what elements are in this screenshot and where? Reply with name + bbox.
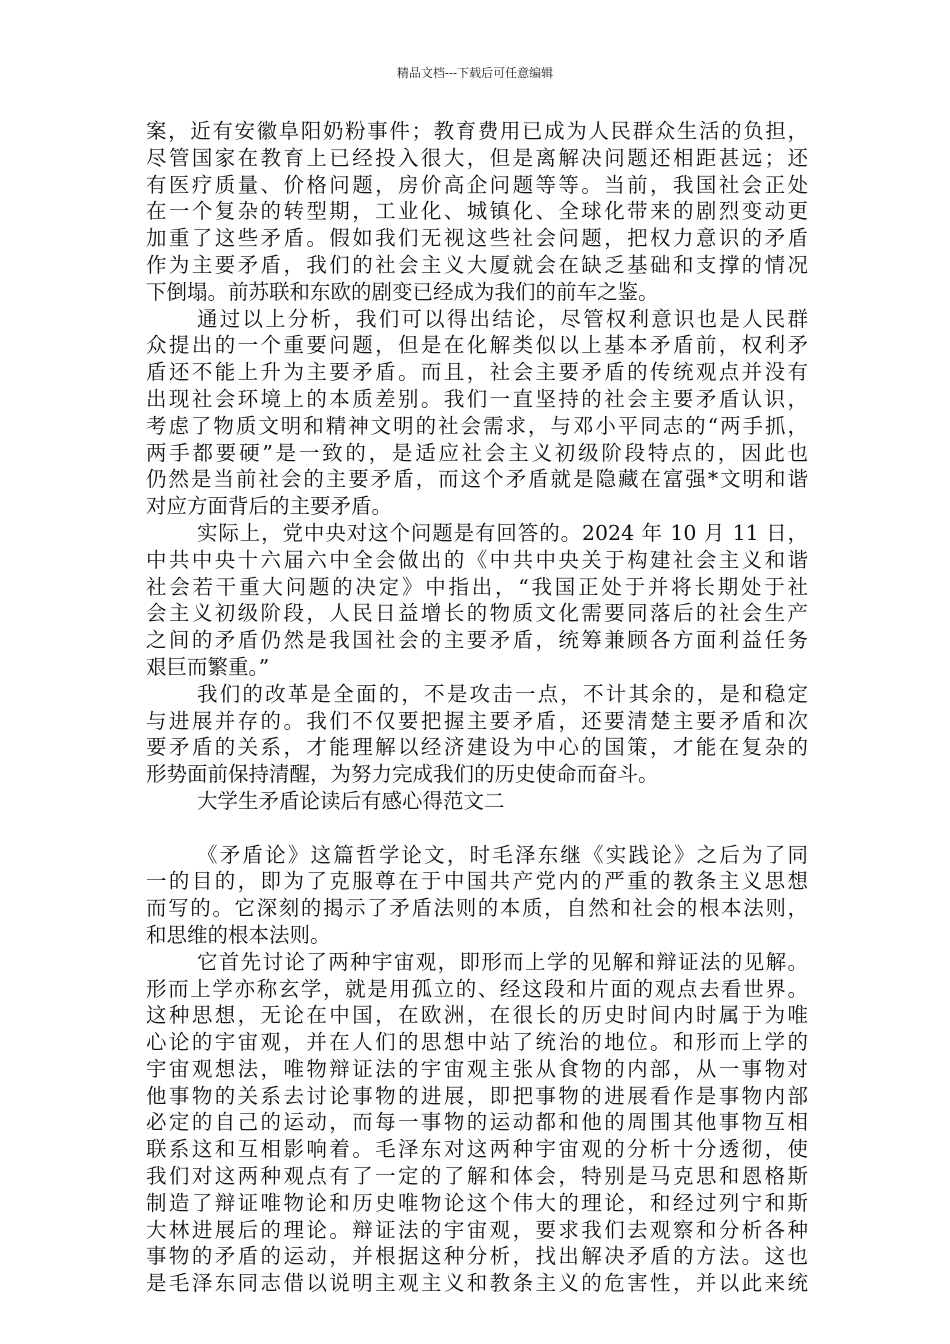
text-line: 之间的矛盾仍然是我国社会的主要矛盾，统筹兼顾各方面利益任务: [146, 628, 808, 653]
text-line: [146, 815, 808, 842]
text-line: 加重了这些矛盾。假如我们无视这些社会问题，把权力意识的矛盾: [146, 226, 808, 251]
paragraph: [146, 306, 808, 520]
text-line: 是毛泽东同志借以说明主观主义和教条主义的危害性，并以此来统: [146, 1271, 808, 1296]
text-line: 作为主要矛盾，我们的社会主义大厦就会在缺乏基础和支撑的情况: [146, 252, 808, 277]
text-line: 而写的。它深刻的揭示了矛盾法则的本质，自然和社会的根本法则，: [146, 896, 808, 921]
text-line: 下倒塌。前苏联和东欧的剧变已经成为我们的前车之鉴。: [146, 279, 659, 304]
text-line: 众提出的一个重要问题，但是在化解类似以上基本矛盾前，权利矛: [146, 333, 808, 358]
text-line: 盾还不能上升为主要矛盾。而且，社会主要矛盾的传统观点并没有: [146, 360, 808, 385]
text-line: 制造了辩证唯物论和历史唯物论这个伟大的理论，和经过列宁和斯: [146, 1190, 808, 1215]
text-line: 考虑了物质文明和精神文明的社会需求，与邓小平同志的“两手抓，: [146, 413, 808, 438]
text-line: 心论的宇宙观，并在人们的思想中站了统治的地位。和形而上学的: [146, 1030, 808, 1055]
text-line: 这种思想，无论在中国，在欧洲，在很长的历史时间内时属于为唯: [146, 1003, 808, 1028]
paragraph: [146, 842, 808, 949]
text-line: 要矛盾的关系，才能理解以经济建设为中心的国策，才能在复杂的: [146, 735, 808, 760]
text-line: 联系这和互相影响着。毛泽东对这两种宇宙观的分析十分透彻，使: [146, 1137, 808, 1162]
text-line: 出现社会环境上的本质差别。我们一直坚持的社会主要矛盾认识，: [146, 386, 808, 411]
text-line: 对应方面背后的主要矛盾。: [146, 494, 392, 519]
paragraph: [146, 788, 808, 815]
text-line: 它首先讨论了两种宇宙观，即形而上学的见解和辩证法的见解。: [197, 949, 808, 974]
paragraph: [146, 681, 808, 788]
text-line: 艰巨而繁重。”: [146, 654, 270, 679]
text-line: 中共中央十六届六中全会做出的《中共中央关于构建社会主义和谐: [146, 547, 808, 572]
text-line: 尽管国家在教育上已经投入很大，但是离解决问题还相距甚远；还: [146, 145, 808, 170]
text-line: 社会若干重大问题的决定》中指出，“我国正处于并将长期处于社: [146, 574, 808, 599]
text-line: 宇宙观想法，唯物辩证法的宇宙观主张从食物的内部，从一事物对: [146, 1056, 808, 1081]
text-line: 实际上，党中央对这个问题是有回答的。2024 年 10 月 11 日，: [197, 520, 808, 545]
text-line: 会主义初级阶段，人民日益增长的物质文化需要同落后的社会生产: [146, 601, 808, 626]
text-line: 大林进展后的理论。辩证法的宇宙观，要求我们去观察和分析各种: [146, 1217, 808, 1242]
document-body: [146, 118, 808, 1297]
text-line: 形而上学亦称玄学，就是用孤立的、经这段和片面的观点去看世界。: [146, 976, 808, 1001]
text-line: 事物的矛盾的运动，并根据这种分析，找出解决矛盾的方法。这也: [146, 1244, 808, 1269]
text-line: 大学生矛盾论读后有感心得范文二: [197, 788, 505, 813]
text-line: 有医疗质量、价格问题，房价高企问题等等。当前，我国社会正处: [146, 172, 808, 197]
text-line: 一的目的，即为了克服尊在于中国共产党内的严重的教条主义思想: [146, 869, 808, 894]
text-line: 通过以上分析，我们可以得出结论，尽管权利意识也是人民群: [197, 306, 808, 331]
text-line: 形势面前保持清醒，为努力完成我们的历史使命而奋斗。: [146, 762, 659, 787]
text-line: 在一个复杂的转型期，工业化、城镇化、全球化带来的剧烈变动更: [146, 199, 808, 224]
paragraph: [146, 520, 808, 681]
text-line: 他事物的关系去讨论事物的进展，即把事物的进展看作是事物内部: [146, 1083, 808, 1108]
text-line: 必定的自己的运动，而每一事物的运动都和他的周围其他事物互相: [146, 1110, 808, 1135]
text-line: 我们的改革是全面的，不是攻击一点，不计其余的，是和稳定: [197, 681, 808, 706]
text-line: 和思维的根本法则。: [146, 922, 331, 947]
text-line: 案，近有安徽阜阳奶粉事件；教育费用已成为人民群众生活的负担，: [146, 119, 808, 143]
text-line: 《矛盾论》这篇哲学论文，时毛泽东继《实践论》之后为了同: [197, 842, 808, 867]
text-line: 两手都要硬”是一致的，是适应社会主义初级阶段特点的，因此也: [146, 440, 808, 465]
page-header: 精品文档---下载后可任意编辑: [396, 66, 554, 80]
text-line: 与进展并存的。我们不仅要把握主要矛盾，还要清楚主要矛盾和次: [146, 708, 808, 733]
paragraph: [146, 949, 808, 1297]
text-line: 我们对这两种观点有了一定的了解和体会，特别是马克思和恩格斯: [146, 1164, 808, 1189]
paragraph: [146, 118, 808, 306]
blank-line: [146, 815, 808, 842]
text-line: 仍然是当前社会的主要矛盾，而这个矛盾就是隐藏在富强*文明和谐: [146, 467, 808, 492]
